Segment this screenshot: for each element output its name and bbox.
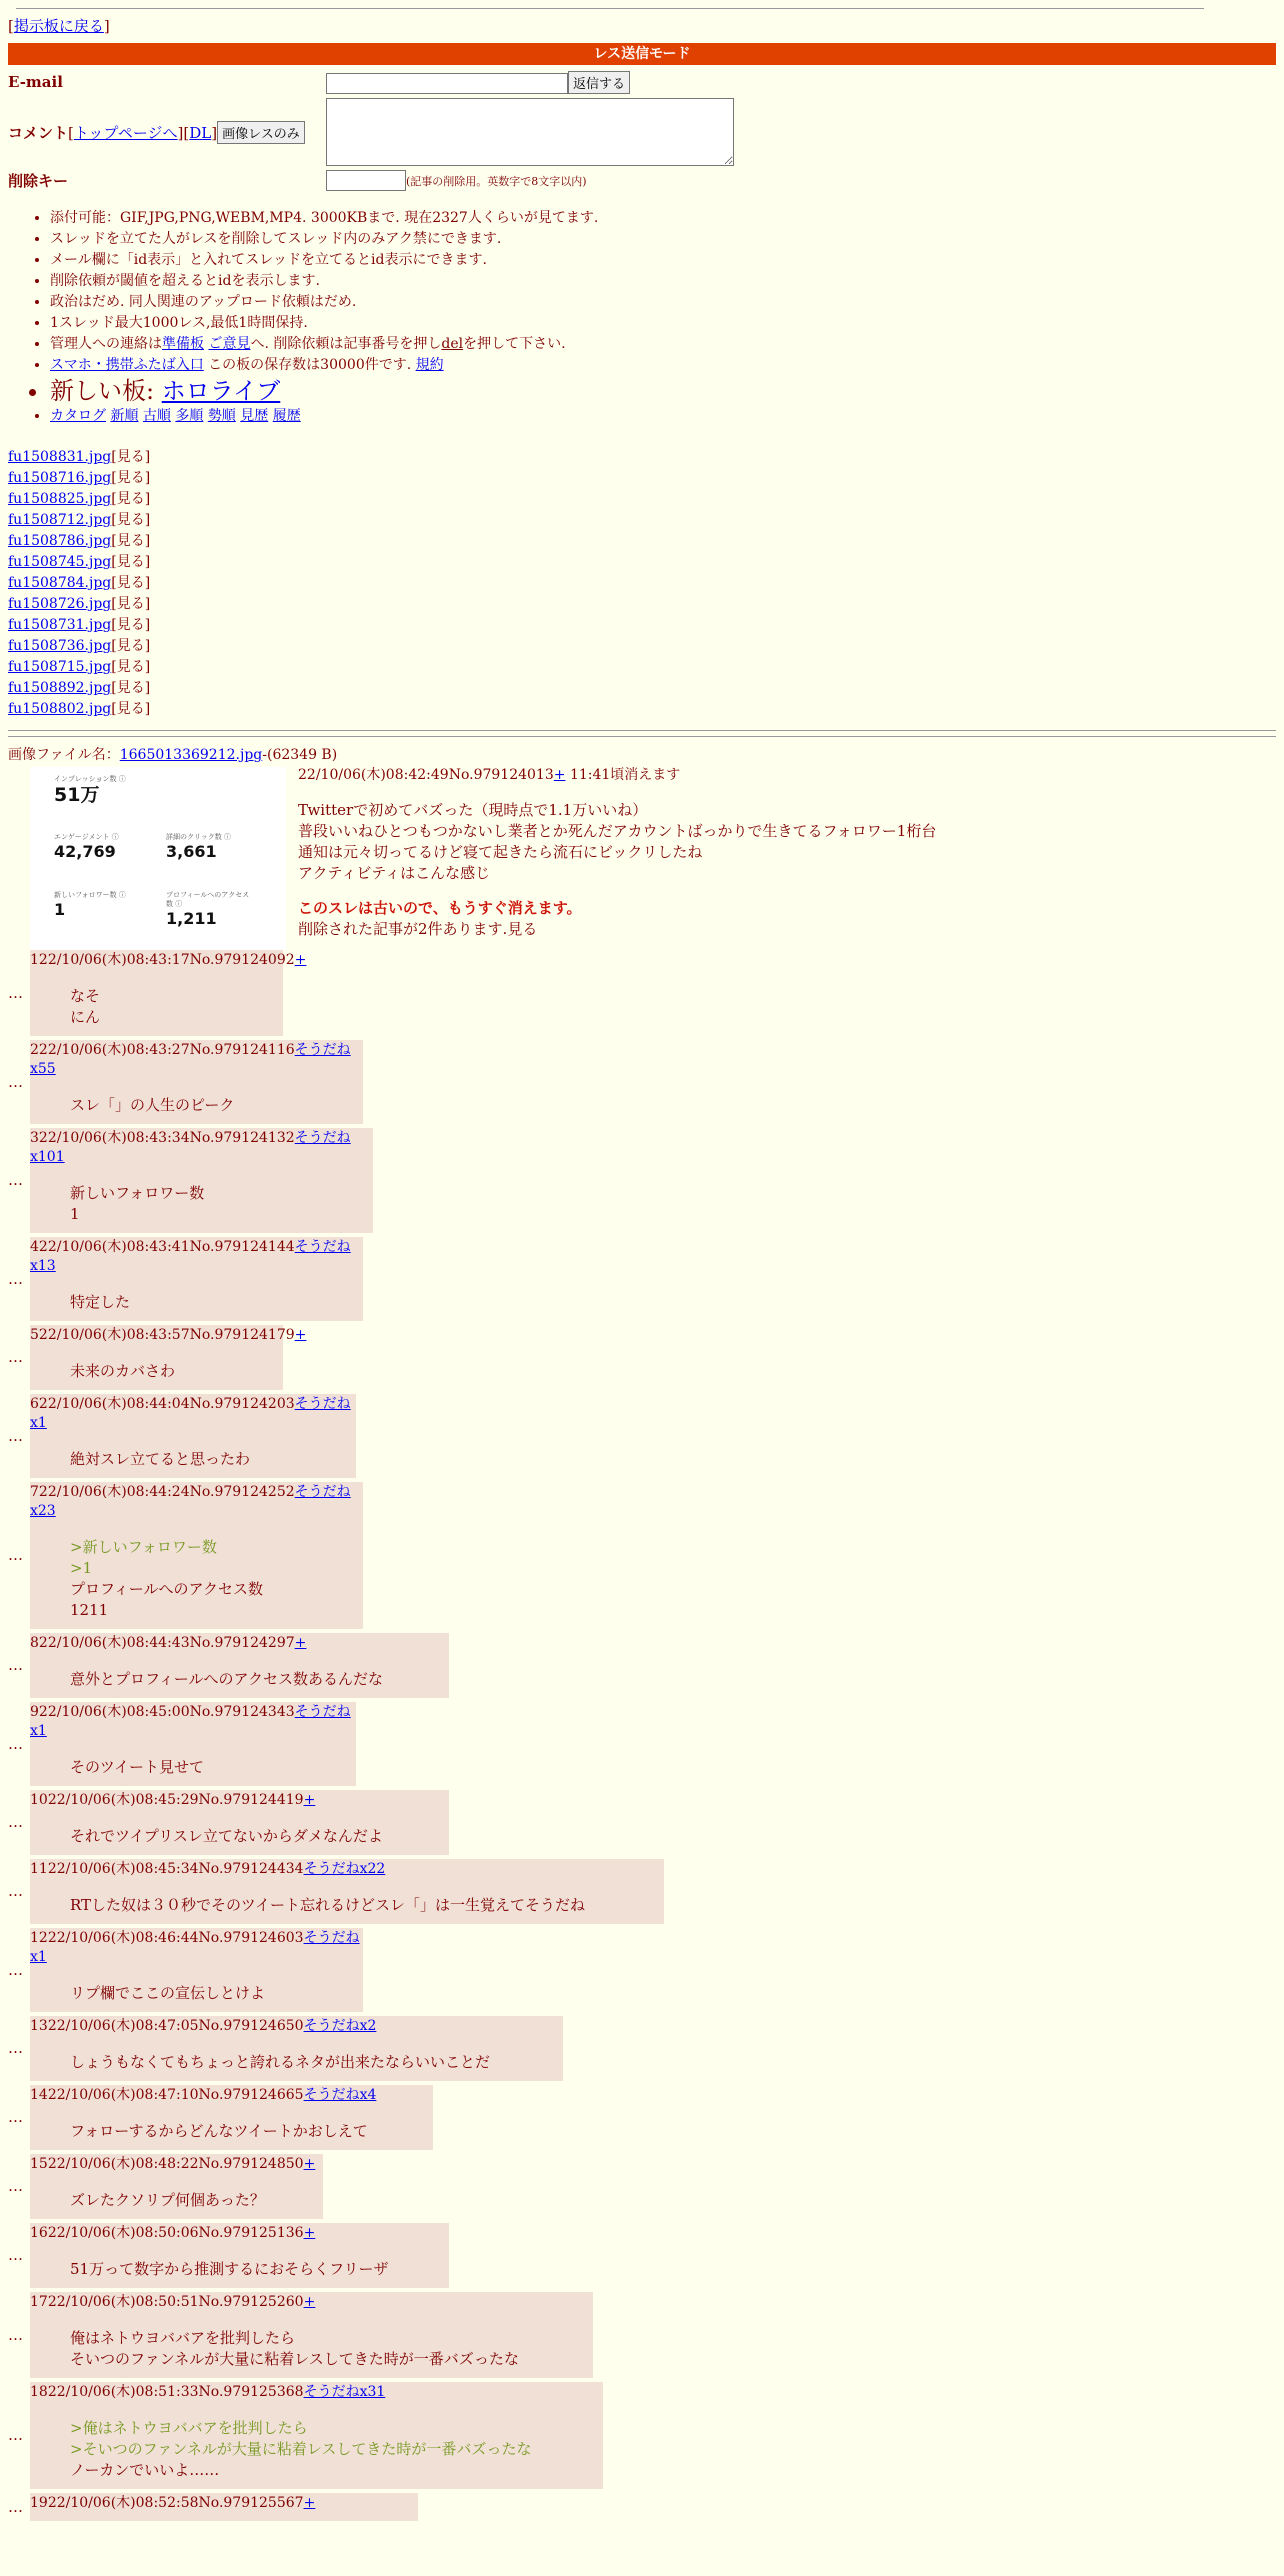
reply-body	[70, 2328, 590, 2370]
op-line: アクティビティはこんな感じ	[298, 864, 491, 882]
reply-date: 22/10/06(木)08:45:00	[38, 1704, 190, 1720]
reply-box	[30, 1128, 373, 1233]
file-entry: fu1508831.jpg[見る]	[8, 449, 151, 465]
file-link[interactable]: fu1508736.jpg	[8, 638, 112, 654]
reply-number[interactable]: No.979124092	[189, 952, 295, 968]
sodane-link[interactable]: そうだねx55	[30, 1042, 351, 1077]
hololive-board-link[interactable]: ホロライブ	[161, 377, 281, 405]
reply-index: 9	[30, 1704, 39, 1720]
reply-post	[8, 1040, 1276, 1124]
reply-box	[30, 1702, 356, 1786]
reply-post	[8, 1928, 1276, 2012]
reply-header	[30, 1041, 360, 1079]
file-entry: fu1508892.jpg[見る]	[8, 680, 151, 696]
reply-body	[70, 986, 280, 1028]
reply-body	[70, 1449, 353, 1470]
reply-index: 6	[30, 1396, 39, 1412]
reply-number[interactable]: No.979124343	[189, 1704, 295, 1720]
reply-body	[70, 1537, 360, 1621]
file-entry: fu1508784.jpg[見る]	[8, 575, 151, 591]
reply-date: 22/10/06(木)08:43:27	[38, 1042, 190, 1058]
sodane-link[interactable]: そうだねx101	[30, 1130, 351, 1165]
sodane-link[interactable]: そうだねx2	[303, 2018, 377, 2034]
reply-box	[30, 1633, 449, 1698]
prep-board-link[interactable]: 準備板	[162, 336, 204, 352]
reply-post	[8, 2154, 1276, 2219]
reply-header	[30, 2017, 560, 2036]
reply-header	[30, 1395, 353, 1433]
reply-dots-icon: …	[8, 1882, 23, 1900]
sodane-link[interactable]: +	[303, 2156, 316, 2172]
reply-line: 俺はネトウヨババアを批判したら	[70, 2329, 296, 2347]
reply-post	[8, 1394, 1276, 1478]
reply-line: プロフィールへのアクセス数	[70, 1580, 264, 1598]
reply-date: 22/10/06(木)08:47:05	[47, 2018, 199, 2034]
reply-line: 特定した	[70, 1293, 131, 1311]
email-label: E-mail	[8, 73, 63, 91]
reply-header	[30, 1634, 446, 1653]
reply-body	[70, 1757, 353, 1778]
reply-dots-icon: …	[8, 1426, 23, 1445]
reply-post	[8, 1237, 1276, 1321]
history-link[interactable]: 履歴	[272, 408, 301, 424]
file-link[interactable]: fu1508784.jpg	[8, 575, 112, 591]
reply-dots-icon: …	[8, 1546, 23, 1564]
reply-dots-icon: …	[8, 2246, 23, 2264]
reply-submit-button[interactable]: 返信する	[568, 71, 630, 94]
reply-box	[30, 1859, 664, 1924]
new-followers-value: 1	[54, 900, 66, 919]
reply-number[interactable]: No.979125260	[198, 2294, 304, 2310]
op-number[interactable]: No.979124013	[448, 767, 554, 783]
file-link[interactable]: fu1508825.jpg	[8, 491, 112, 507]
reply-body	[70, 1895, 661, 1916]
op-line: Twitterで初めてバズった（現時点で1.1万いいね）	[298, 801, 648, 819]
rule-item: • メール欄に「id表示」と入れてスレッドを立てるとid表示にできます.	[50, 250, 1276, 271]
reply-number[interactable]: No.979124116	[189, 1042, 295, 1058]
reply-number[interactable]: No.979124144	[189, 1239, 295, 1255]
reply-box	[30, 2223, 449, 2288]
sodane-link[interactable]: +	[303, 2495, 316, 2511]
comment-label-cell: コメント[トップページへ][DL] 画像レスのみ	[8, 96, 326, 168]
reply-header	[30, 2224, 446, 2243]
sodane-link[interactable]: +	[303, 2294, 316, 2310]
reply-line: 意外とプロフィールへのアクセス数あるんだな	[70, 1670, 384, 1688]
reply-header	[30, 1703, 353, 1741]
file-link[interactable]: fu1508892.jpg	[8, 680, 112, 696]
expiry-warning: このスレは古いので、もうすぐ消えます。	[298, 899, 582, 917]
reply-number[interactable]: No.979125567	[198, 2495, 304, 2511]
file-entry: fu1508736.jpg[見る]	[8, 638, 151, 654]
catalog-links	[50, 406, 1276, 427]
reply-dots-icon: …	[8, 2039, 23, 2057]
reply-date: 22/10/06(木)08:44:24	[38, 1484, 190, 1500]
reply-dots-icon: …	[8, 2108, 23, 2126]
reply-date: 22/10/06(木)08:51:33	[47, 2384, 199, 2400]
sort-many-link[interactable]: 多順	[175, 408, 204, 424]
op-thumbnail-image[interactable]: インプレッション数 ⓘ 51万 エンゲージメント ⓘ 42,769 詳細のクリック数 ⓘ 3,661 新しいフォロワー数 ⓘ 1 プロフィールへのアクセス数 ⓘ 1,211	[30, 767, 286, 950]
reply-line: 1211	[70, 1601, 109, 1619]
op-sodane-link[interactable]: +	[553, 767, 566, 783]
top-page-link[interactable]: トップページへ	[73, 123, 178, 142]
reply-box	[30, 1790, 449, 1855]
reply-index: 17	[30, 2294, 48, 2310]
reply-body	[70, 1292, 360, 1313]
reply-line: なそ	[70, 987, 101, 1005]
detail-clicks-value: 3,661	[166, 842, 217, 861]
feedback-link[interactable]: ご意見	[208, 336, 251, 352]
reply-index: 11	[30, 1861, 48, 1877]
reply-dots-icon: …	[8, 1960, 23, 1979]
reply-body	[70, 1361, 280, 1382]
reply-post	[8, 2292, 1276, 2378]
reply-body	[70, 1826, 446, 1847]
board-rules	[8, 208, 1276, 427]
file-entry: fu1508716.jpg[見る]	[8, 470, 151, 486]
top-divider	[16, 8, 1204, 9]
reply-line: リプ欄でここの宣伝しとけよ	[70, 1984, 266, 2002]
file-link[interactable]: fu1508716.jpg	[8, 470, 112, 486]
sodane-link[interactable]: +	[303, 1792, 316, 1808]
reply-number[interactable]: No.979124603	[198, 1930, 304, 1946]
sodane-link[interactable]: そうだねx1	[30, 1704, 351, 1739]
reply-index: 14	[30, 2087, 48, 2103]
catalog-link[interactable]: カタログ	[50, 408, 106, 424]
reply-line: そのツイート見せて	[70, 1758, 204, 1776]
reply-header	[30, 2494, 415, 2513]
reply-post	[8, 950, 1276, 1036]
file-link[interactable]: fu1508786.jpg	[8, 533, 112, 549]
delete-key-label: 削除キー	[8, 171, 69, 190]
op-line: 通知は元々切ってるけど寝て起きたら流石にビックリしたね	[298, 843, 703, 861]
thread	[8, 745, 1276, 2521]
sodane-link[interactable]: +	[294, 1635, 307, 1651]
reply-box	[30, 1325, 307, 1390]
reply-dots-icon: …	[8, 1269, 23, 1288]
reply-list	[8, 950, 1276, 2521]
file-entry: fu1508825.jpg[見る]	[8, 491, 151, 507]
op-image-link[interactable]: 1665013369212.jpg	[119, 747, 263, 763]
reply-post	[8, 1859, 1276, 1924]
sodane-link[interactable]: そうだねx1	[30, 1396, 351, 1431]
reply-body	[70, 2259, 446, 2280]
reply-post	[8, 2223, 1276, 2288]
reply-number[interactable]: No.979124132	[189, 1130, 295, 1146]
reply-number[interactable]: No.979124850	[198, 2156, 304, 2172]
reply-box	[30, 2382, 603, 2489]
sodane-link[interactable]: そうだねx4	[303, 2087, 377, 2103]
reply-box	[30, 2493, 418, 2521]
reply-post	[8, 2016, 1276, 2081]
reply-post	[8, 1702, 1276, 1786]
reply-header	[30, 1129, 370, 1167]
reply-line: にん	[70, 1008, 101, 1026]
profile-access-value: 1,211	[166, 909, 217, 928]
dl-link[interactable]: DL	[189, 123, 212, 142]
reply-body	[70, 2121, 430, 2142]
sodane-link[interactable]: +	[303, 2225, 316, 2241]
sodane-link[interactable]: +	[294, 1327, 307, 1343]
reply-box	[30, 1482, 363, 1629]
reply-box	[30, 1928, 363, 2012]
reply-index: 7	[30, 1484, 39, 1500]
sodane-link[interactable]: そうだねx1	[30, 1930, 360, 1965]
reply-box	[30, 2292, 593, 2378]
reply-date: 22/10/06(木)08:47:10	[47, 2087, 199, 2103]
sodane-link[interactable]: +	[294, 952, 307, 968]
reply-date: 22/10/06(木)08:50:06	[47, 2225, 199, 2241]
reply-mode-bar: レス送信モード	[8, 43, 1276, 65]
reply-line: しょうもなくてもちょっと誇れるネタが出来たならいいことだ	[70, 2053, 491, 2071]
rule-item: • 削除依頼が閾値を超えるとidを表示します.	[50, 271, 1276, 292]
delete-key-field[interactable]	[326, 170, 406, 191]
file-entry: fu1508731.jpg[見る]	[8, 617, 151, 633]
uploaded-files-list	[8, 447, 1276, 720]
reply-number[interactable]: No.979124434	[198, 1861, 304, 1877]
file-link[interactable]: fu1508726.jpg	[8, 596, 112, 612]
reply-date: 22/10/06(木)08:52:58	[47, 2495, 199, 2511]
file-link[interactable]: fu1508831.jpg	[8, 449, 112, 465]
rule-item-new-board: • 新しい板: ホロライブ	[50, 376, 1276, 406]
rule-item: • 1スレッド最大1000レス,最低1時間保持.	[50, 313, 1276, 334]
reply-number[interactable]: No.979124179	[189, 1327, 295, 1343]
reply-line: スレ「」の人生のピーク	[70, 1096, 235, 1114]
reply-index: 4	[30, 1239, 39, 1255]
reply-index: 18	[30, 2384, 48, 2400]
rule-item: • スレッドを立てた人がレスを削除してスレッド内のみアク禁にできます.	[50, 229, 1276, 250]
op-date: 22/10/06(木)08:42:49	[298, 767, 449, 783]
reply-date: 22/10/06(木)08:44:43	[38, 1635, 190, 1651]
reply-post	[8, 2493, 1276, 2521]
reply-line: そいつのファンネルが大量に粘着レスしてきた時が一番バズったな	[70, 2350, 519, 2368]
image-only-button[interactable]: 画像レスのみ	[217, 121, 305, 144]
reply-number[interactable]: No.979124297	[189, 1635, 295, 1651]
reply-date: 22/10/06(木)08:43:17	[38, 952, 190, 968]
reply-box	[30, 2016, 563, 2081]
file-link[interactable]: fu1508712.jpg	[8, 512, 112, 528]
rule-item: • 添付可能：GIF,JPG,PNG,WEBM,MP4. 3000KBまで. 現在2327人くらいが見てます.	[50, 208, 1276, 229]
quote-line: >新しいフォロワー数	[70, 1538, 217, 1556]
reply-box	[30, 950, 307, 1036]
reply-date: 22/10/06(木)08:46:44	[47, 1930, 199, 1946]
reply-number[interactable]: No.979125136	[198, 2225, 304, 2241]
engagements-value: 42,769	[54, 842, 116, 861]
reply-body	[70, 1095, 360, 1116]
reply-index: 2	[30, 1042, 39, 1058]
reply-date: 22/10/06(木)08:43:57	[38, 1327, 190, 1343]
op-header	[298, 765, 1198, 786]
reply-index: 13	[30, 2018, 48, 2034]
file-entry: fu1508745.jpg[見る]	[8, 554, 151, 570]
file-link[interactable]: fu1508802.jpg	[8, 701, 112, 717]
quote-line: >俺はネトウヨババアを批判したら	[70, 2419, 308, 2437]
impressions-value: 51万	[54, 784, 100, 806]
reply-index: 5	[30, 1327, 39, 1343]
rule-item-mobile: • スマホ・携帯ふたば入口 この板の保存数は30000件です. 規約	[50, 355, 1276, 376]
reply-body	[70, 2418, 600, 2481]
file-entry: fu1508726.jpg[見る]	[8, 596, 151, 612]
reply-header	[30, 1483, 360, 1521]
sodane-link[interactable]: そうだねx13	[30, 1239, 351, 1274]
reply-index: 16	[30, 2225, 48, 2241]
del-text: del	[441, 336, 464, 352]
op-file-line: 画像ファイル名：1665013369212.jpg-(62349 B)	[8, 747, 338, 763]
reply-dots-icon: …	[8, 2426, 23, 2444]
reply-number[interactable]: No.979125368	[198, 2384, 304, 2400]
post-form	[8, 69, 734, 194]
page	[0, 8, 1284, 2521]
thread-divider	[8, 730, 1276, 737]
file-entry: fu1508786.jpg[見る]	[8, 533, 151, 549]
reply-dots-icon: …	[8, 1734, 23, 1753]
reply-line: それでツイプリスレ立てないからダメなんだよ	[70, 1827, 383, 1845]
mobile-entrance-link[interactable]: スマホ・携帯ふたば入口	[50, 357, 204, 373]
comment-textarea[interactable]	[326, 98, 734, 166]
reply-date: 22/10/06(木)08:45:34	[47, 1861, 199, 1877]
file-entry: fu1508712.jpg[見る]	[8, 512, 151, 528]
reply-number[interactable]: No.979124665	[198, 2087, 304, 2103]
terms-link[interactable]: 規約	[415, 357, 444, 373]
reply-header	[30, 1791, 446, 1810]
sodane-link[interactable]: そうだねx22	[303, 1861, 386, 1877]
reply-line: フォローするからどんなツイートかおしえて	[70, 2122, 368, 2140]
quote-line: >1	[70, 1559, 93, 1577]
sort-momentum-link[interactable]: 勢順	[207, 408, 236, 424]
reply-dots-icon: …	[8, 983, 23, 1002]
reply-header	[30, 1238, 360, 1276]
reply-body	[70, 1183, 370, 1225]
reply-post	[8, 1790, 1276, 1855]
reply-dots-icon: …	[8, 2325, 23, 2344]
rule-item-admin: • 管理人への連絡は準備板 ご意見へ. 削除依頼は記事番号を押しdelを押して下さい.	[50, 334, 1276, 355]
reply-line: 未来のカバさわ	[70, 1362, 176, 1380]
reply-body	[70, 1983, 360, 2004]
reply-header	[30, 1326, 307, 1345]
reply-dots-icon: …	[8, 1348, 23, 1366]
op-line: 普段いいねひとつもつかないし業者とか死んだアカウントばっかりで生きてるフォロワー1桁台	[298, 822, 937, 840]
reply-post	[8, 1633, 1276, 1698]
reply-line: 1	[70, 1205, 80, 1223]
file-link[interactable]: fu1508731.jpg	[8, 617, 112, 633]
reply-header	[30, 1929, 360, 1967]
reply-line: 新しいフォロワー数	[70, 1184, 205, 1202]
reply-header	[30, 1860, 661, 1879]
reply-date: 22/10/06(木)08:45:29	[47, 1792, 199, 1808]
reply-line: ノーカンでいいよ……	[70, 2461, 220, 2479]
reply-date: 22/10/06(木)08:43:41	[38, 1239, 190, 1255]
reply-dots-icon: …	[8, 1813, 23, 1831]
file-link[interactable]: fu1508745.jpg	[8, 554, 112, 570]
sort-old-link[interactable]: 古順	[142, 408, 171, 424]
reply-number[interactable]: No.979124203	[189, 1396, 295, 1412]
reply-line: ズレたクソリプ何個あった？	[70, 2191, 265, 2209]
reply-post	[8, 1482, 1276, 1629]
reply-box	[30, 1237, 363, 1321]
reply-line: 絶対スレ立てると思ったわ	[70, 1450, 251, 1468]
delete-key-note: (記事の削除用。英数字で8文字以内)	[406, 175, 587, 188]
reply-index: 10	[30, 1792, 48, 1808]
reply-index: 15	[30, 2156, 48, 2172]
deleted-posts-note: 削除された記事が2件あります.見る	[298, 920, 538, 938]
reply-body	[70, 1669, 446, 1690]
reply-box	[30, 2085, 433, 2150]
reply-box	[30, 1394, 356, 1478]
reply-box	[30, 2154, 323, 2219]
reply-number[interactable]: No.979124419	[198, 1792, 304, 1808]
reply-post	[8, 1325, 1276, 1390]
reply-body	[70, 2190, 320, 2211]
quote-line: >そいつのファンネルが大量に粘着レスしてきた時が一番バズったな	[70, 2440, 532, 2458]
reply-number[interactable]: No.979124650	[198, 2018, 304, 2034]
op-expire: 11:41頃消えます	[569, 767, 681, 783]
op-body	[298, 765, 1198, 940]
comment-label: コメント	[8, 123, 69, 142]
file-entry: fu1508715.jpg[見る]	[8, 659, 151, 675]
reply-date: 22/10/06(木)08:44:04	[38, 1396, 190, 1412]
reply-date: 22/10/06(木)08:48:22	[47, 2156, 199, 2172]
reply-number[interactable]: No.979124252	[189, 1484, 295, 1500]
reply-dots-icon: …	[8, 1072, 23, 1091]
viewed-history-link[interactable]: 見歴	[240, 408, 269, 424]
reply-line: RTした奴は３０秒でそのツイート忘れるけどスレ「」は一生覚えてそうだね	[70, 1896, 585, 1914]
back-nav: [掲示板に戻る]	[8, 17, 110, 35]
reply-post	[8, 1128, 1276, 1233]
reply-index: 12	[30, 1930, 48, 1946]
file-link[interactable]: fu1508715.jpg	[8, 659, 112, 675]
reply-dots-icon: …	[8, 2497, 23, 2516]
reply-header	[30, 2383, 600, 2402]
sodane-link[interactable]: そうだねx23	[30, 1484, 351, 1519]
reply-dots-icon: …	[8, 2177, 23, 2195]
sodane-link[interactable]: そうだねx31	[303, 2384, 386, 2400]
rule-item: • 政治はだめ. 同人関連のアップロード依頼はだめ.	[50, 292, 1276, 313]
reply-index: 19	[30, 2495, 48, 2511]
reply-post	[8, 2382, 1276, 2489]
file-entry: fu1508802.jpg[見る]	[8, 701, 151, 717]
reply-header	[30, 2293, 590, 2312]
reply-dots-icon: …	[8, 1656, 23, 1674]
back-to-board-link[interactable]: 掲示板に戻る	[13, 17, 104, 35]
reply-index: 8	[30, 1635, 39, 1651]
sort-new-link[interactable]: 新順	[110, 408, 139, 424]
reply-line: 51万って数字から推測するにおそらくフリーザ	[70, 2260, 389, 2278]
reply-body	[70, 2052, 560, 2073]
reply-header	[30, 2086, 430, 2105]
reply-post	[8, 2085, 1276, 2150]
op-post	[8, 765, 1276, 950]
reply-header	[30, 951, 307, 970]
reply-index: 3	[30, 1130, 39, 1146]
reply-header	[30, 2155, 320, 2174]
reply-index: 1	[30, 952, 39, 968]
email-field[interactable]	[326, 73, 568, 94]
reply-box	[30, 1040, 363, 1124]
reply-date: 22/10/06(木)08:50:51	[47, 2294, 199, 2310]
reply-dots-icon: …	[8, 1171, 23, 1189]
reply-date: 22/10/06(木)08:43:34	[38, 1130, 190, 1146]
